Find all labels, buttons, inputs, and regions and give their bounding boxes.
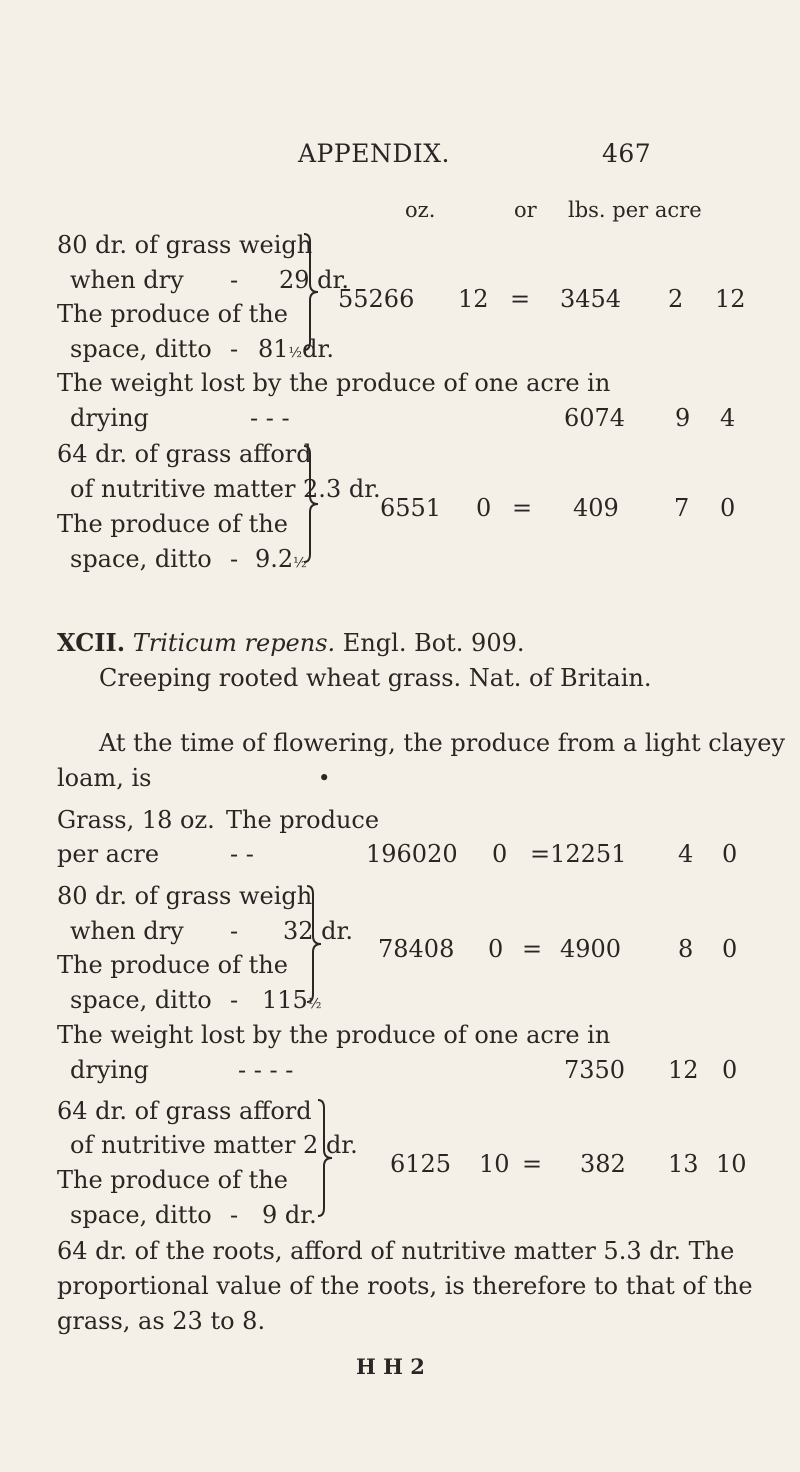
nutr2-line-2: of nutritive matter 2 dr. — [70, 1131, 358, 1159]
nutr2-line-4-dash: - — [230, 1201, 239, 1229]
dry2-line-4-dash: - — [230, 986, 239, 1014]
dry-line-3: The produce of the — [57, 300, 288, 328]
nutr-lbs: 409 — [573, 494, 619, 522]
nutr-value-whole: 9.2 — [255, 545, 294, 573]
section-number: XCII. — [57, 628, 126, 657]
column-lbs-per-acre: lbs. per acre — [568, 198, 702, 222]
section-subheading — [99, 666, 651, 690]
nutr-line-1: 64 dr. of grass afford — [57, 440, 312, 468]
lost2-lbs: 7350 — [564, 1056, 626, 1084]
lost-lbs: 6074 — [564, 404, 626, 432]
species-name: Triticum repens. — [132, 629, 336, 657]
dry2-equals: = — [522, 935, 543, 963]
dry2-lbs-3: 0 — [722, 935, 738, 963]
dry-lbs-2: 2 — [668, 285, 684, 313]
brace-2 — [302, 444, 322, 564]
fraction-half: ½ — [288, 345, 303, 361]
lost2-line-1: The weight lost by the produce of one acre in — [57, 1021, 611, 1049]
dry-value-whole: 81 — [258, 335, 289, 363]
lost-line-1: The weight lost by the produce of one acre in — [57, 369, 611, 397]
nutr2-lbs: 382 — [580, 1150, 626, 1178]
dry2-lbs-2: 8 — [678, 935, 694, 963]
nutr2-line-4-value: 9 dr. — [262, 1201, 317, 1229]
dry2-line-2-value: 32 dr. — [283, 917, 353, 945]
dry2-line-2: when dry — [70, 917, 184, 945]
dry-equals: = — [510, 285, 531, 313]
dry2-line-2-dash: - — [230, 917, 239, 945]
lost-line-2: drying — [70, 404, 149, 432]
lost2-lbs-2: 12 — [668, 1056, 699, 1084]
grass-line-1b: The produce — [226, 806, 380, 834]
lost2-lbs-3: 0 — [722, 1056, 738, 1084]
dry2-lbs: 4900 — [560, 935, 622, 963]
dry2-oz: 78408 — [378, 935, 455, 963]
grass-line-1: Grass, 18 oz. — [57, 806, 215, 834]
dry-line-2: when dry — [70, 266, 184, 294]
nutr2-line-1: 64 dr. of grass afford — [57, 1097, 312, 1125]
brace-4 — [316, 1098, 336, 1218]
grass-dashes: - - — [230, 840, 254, 868]
nutr-line-4-dash: - — [230, 545, 239, 573]
nutr2-oz: 6125 — [390, 1150, 452, 1178]
lost2-line-2: drying — [70, 1056, 149, 1084]
nutr-line-4: space, ditto — [70, 545, 212, 573]
dry-oz-frac: 12 — [458, 285, 489, 313]
dry-line-4: space, ditto — [70, 335, 212, 363]
common-name: Creeping rooted wheat grass. — [99, 664, 462, 692]
nutr2-line-4: space, ditto — [70, 1201, 212, 1229]
dry-value-unit: dr. — [302, 335, 334, 363]
roots-line-2: proportional value of the roots, is therefore to that of the — [57, 1272, 753, 1300]
dry-line-4-value — [258, 337, 334, 361]
dry2-oz-frac: 0 — [488, 935, 504, 963]
nutr2-line-3: The produce of the — [57, 1166, 288, 1194]
brace-3 — [305, 884, 325, 1004]
dry-lbs: 3454 — [560, 285, 622, 313]
lost2-dashes: - - - - — [238, 1056, 294, 1084]
signature-mark: H H 2 — [356, 1354, 425, 1379]
dry-oz: 55266 — [338, 285, 415, 313]
grass-oz: 196020 — [366, 840, 458, 868]
dry2-value-whole: 115 — [262, 986, 308, 1014]
lost-lbs-3: 4 — [720, 404, 736, 432]
column-or: or — [514, 198, 537, 222]
intro-line-1: At the time of flowering, the produce from a light clayey — [99, 729, 786, 757]
column-oz: oz. — [405, 198, 436, 222]
grass-lbs-3: 0 — [722, 840, 738, 868]
nutr2-equals: = — [522, 1150, 543, 1178]
nutr-line-2: of nutritive matter 2.3 dr. — [70, 475, 381, 503]
nutr-line-4-value — [255, 547, 307, 571]
lost-lbs-2: 9 — [675, 404, 691, 432]
roots-line-3: grass, as 23 to 8. — [57, 1307, 266, 1335]
native-note: Nat. of Britain. — [468, 664, 652, 692]
dry-line-4-dash: - — [230, 335, 239, 363]
nutr2-oz-frac: 10 — [479, 1150, 510, 1178]
grass-line-2: per acre — [57, 840, 160, 868]
fraction-half: ½ — [293, 555, 307, 571]
nutr-lbs-2: 7 — [674, 494, 690, 522]
page-number: 467 — [602, 139, 652, 168]
fraction-half: ½ — [307, 996, 322, 1012]
running-head: APPENDIX. — [298, 139, 450, 168]
nutr-equals: = — [512, 494, 533, 522]
lost-dashes: - - - — [250, 404, 290, 432]
roots-line-1: 64 dr. of the roots, afford of nutritive matter 5.3 dr. The — [57, 1237, 735, 1265]
bullet-mark: • — [318, 766, 331, 790]
nutr2-lbs-2: 13 — [668, 1150, 699, 1178]
dry2-line-4: space, ditto — [70, 986, 212, 1014]
nutr-oz: 6551 — [380, 494, 442, 522]
nutr-oz-frac: 0 — [476, 494, 492, 522]
nutr-line-3: The produce of the — [57, 510, 288, 538]
section-heading — [57, 628, 525, 657]
nutr2-lbs-3: 10 — [716, 1150, 747, 1178]
grass-equals-lbs: =12251 — [530, 840, 627, 868]
nutr-lbs-3: 0 — [720, 494, 736, 522]
dry2-line-3: The produce of the — [57, 951, 288, 979]
dry-line-1: 80 dr. of grass weigh — [57, 231, 313, 259]
bot-reference: Engl. Bot. 909. — [342, 629, 525, 657]
dry2-line-1: 80 dr. of grass weigh — [57, 882, 313, 910]
grass-oz-frac: 0 — [492, 840, 508, 868]
grass-lbs-2: 4 — [678, 840, 694, 868]
intro-line-2: loam, is — [57, 764, 152, 792]
dry-line-2-dash: - — [230, 266, 239, 294]
brace-1 — [302, 232, 322, 352]
dry-line-2-value: 29 dr. — [279, 266, 349, 294]
dry-lbs-3: 12 — [715, 285, 746, 313]
